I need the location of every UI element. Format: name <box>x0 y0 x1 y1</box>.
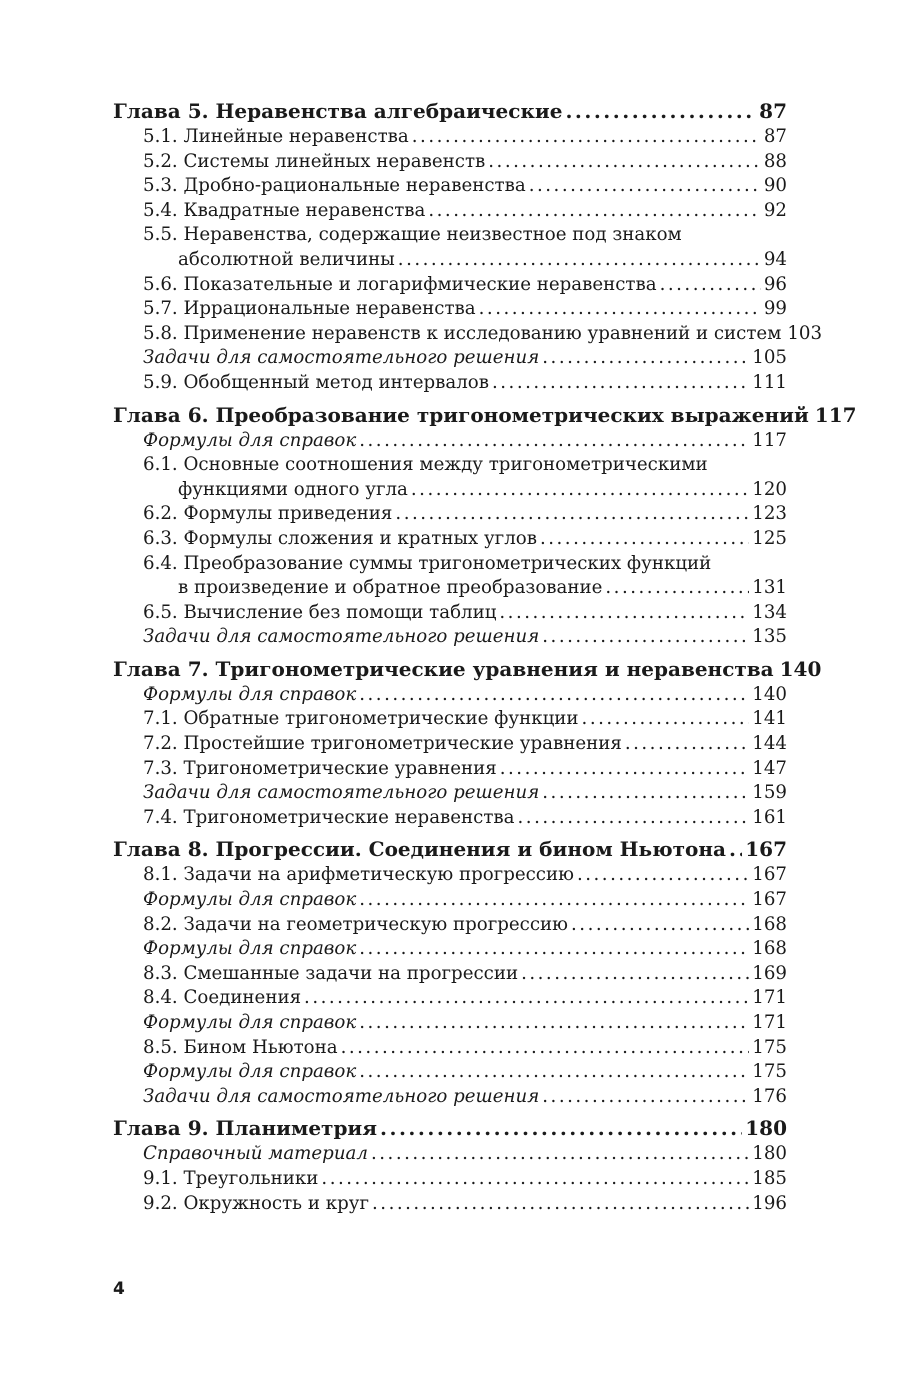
toc-entry-page: 87 <box>763 126 787 147</box>
toc-entry-title: Формулы для справок <box>143 683 357 705</box>
dot-leader <box>492 371 749 396</box>
toc-section <box>113 913 787 938</box>
toc-entry-title: абсолютной величины <box>178 248 395 270</box>
dot-leader <box>577 863 749 888</box>
toc-entry-page: 125 <box>752 527 787 549</box>
toc-entry-title: 7.2. Простейшие тригонометрические уравнения <box>143 733 622 755</box>
toc-section <box>113 150 787 175</box>
dot-leader <box>565 97 756 125</box>
toc-entry-page: 140 <box>779 656 822 681</box>
dot-leader <box>428 199 760 224</box>
toc-subsection <box>113 937 787 962</box>
toc-section <box>113 199 787 224</box>
toc-entry-title: 5.9. Обобщенный метод интервалов <box>143 371 489 393</box>
toc-entry-page: 168 <box>752 938 787 960</box>
dot-leader <box>341 1036 750 1061</box>
toc-entry-page: 123 <box>752 503 787 525</box>
toc-entry-title: 5.5. Неравенства, содержащие неизвестное под знаком <box>143 224 682 246</box>
toc-subsection <box>113 1060 787 1085</box>
toc-entry-page: 103 <box>787 322 823 344</box>
dot-leader <box>411 478 749 503</box>
toc-entry-title: 5.3. Дробно-рациональные неравенства <box>143 175 526 197</box>
toc-entry-title: Формулы для справок <box>143 429 357 451</box>
dot-leader <box>359 1011 749 1036</box>
toc-entry-page: 175 <box>752 1061 787 1083</box>
toc-entry-title: 9.1. Треугольники <box>143 1167 319 1189</box>
toc-section <box>113 223 787 248</box>
toc-section <box>113 125 787 150</box>
dot-leader <box>660 273 761 298</box>
toc-chapter <box>113 835 787 863</box>
toc-section <box>113 707 787 732</box>
dot-leader <box>359 888 749 913</box>
toc-entry-title: Формулы для справок <box>143 938 357 960</box>
toc-subsection <box>113 429 787 454</box>
toc-entry-page: 185 <box>752 1167 787 1189</box>
toc-entry-title: Задачи для самостоятельного решения <box>143 626 540 648</box>
toc-entry-page: 180 <box>752 1143 787 1165</box>
dot-leader <box>479 297 761 322</box>
toc-chapter <box>113 401 857 429</box>
toc-entry-page: 134 <box>752 601 787 623</box>
toc-section <box>113 986 787 1011</box>
dot-leader <box>605 576 749 601</box>
dot-leader <box>304 986 749 1011</box>
toc-entry-page: 99 <box>763 298 787 320</box>
toc-section <box>113 1167 787 1192</box>
toc-entry-title: 6.4. Преобразование суммы тригонометрических функций <box>143 552 712 574</box>
toc-entry-title: Формулы для справок <box>143 889 357 911</box>
toc-entry-page: 167 <box>752 889 787 911</box>
toc-entry-title: 5.4. Квадратные неравенства <box>143 199 426 221</box>
toc-entry-title: 8.3. Смешанные задачи на прогрессии <box>143 962 519 984</box>
toc-section <box>113 527 787 552</box>
dot-leader <box>529 174 761 199</box>
toc-entry-title: 6.3. Формулы сложения и кратных углов <box>143 527 537 549</box>
dot-leader <box>582 707 750 732</box>
dot-leader <box>412 125 761 150</box>
toc-entry-page: 167 <box>745 837 787 862</box>
toc-entry-title: Справочный материал <box>143 1143 368 1165</box>
dot-leader <box>359 683 749 708</box>
toc-entry-page: 169 <box>752 962 787 984</box>
toc-entry-title: 5.1. Линейные неравенства <box>143 126 409 147</box>
dot-leader <box>542 1085 749 1110</box>
dot-leader <box>380 1114 742 1142</box>
dot-leader <box>398 248 761 273</box>
toc-chapter <box>113 97 787 125</box>
toc-entry-page: 167 <box>752 864 787 886</box>
toc-entry-page: 117 <box>752 429 787 451</box>
toc-section <box>113 453 787 478</box>
toc-entry-title: Задачи для самостоятельного решения <box>143 347 540 369</box>
toc-entry-page: 140 <box>752 683 787 705</box>
toc-entry-title: 5.7. Иррациональные неравенства <box>143 298 476 320</box>
toc-section <box>113 322 823 347</box>
toc-entry-title: Задачи для самостоятельного решения <box>143 782 540 804</box>
toc-entry-page: 147 <box>752 757 787 779</box>
toc-section <box>113 1192 787 1217</box>
toc-entry-title: Формулы для справок <box>143 1012 357 1033</box>
toc-section <box>113 502 787 527</box>
dot-leader <box>625 732 749 757</box>
toc-entry-title: Формулы для справок <box>143 1061 357 1083</box>
toc-entry-page: 117 <box>814 402 857 427</box>
toc-entry-title: 8.1. Задачи на арифметическую прогрессию <box>143 864 574 886</box>
toc-entry-page: 176 <box>752 1085 787 1107</box>
dot-leader <box>371 1142 749 1167</box>
dot-leader <box>542 346 749 371</box>
toc-entry-title: 9.2. Окружность и круг <box>143 1192 369 1214</box>
toc-entry-page: 159 <box>752 782 787 804</box>
dot-leader <box>500 757 750 782</box>
toc-entry-page: 105 <box>752 347 787 369</box>
toc-entry-title: 8.4. Соединения <box>143 987 302 1009</box>
toc-section <box>113 962 787 987</box>
toc-entry-title: 8.5. Бином Ньютона <box>143 1036 338 1058</box>
toc-entry-page: 175 <box>752 1036 787 1058</box>
dot-leader <box>359 429 749 454</box>
toc-entry-page: 120 <box>752 478 787 500</box>
toc-entry-title: 8.2. Задачи на геометрическую прогрессию <box>143 913 568 935</box>
dot-leader <box>359 937 749 962</box>
toc-entry-title: 5.2. Системы линейных неравенств <box>143 150 486 172</box>
toc-entry-page: 168 <box>752 913 787 935</box>
toc-entry-title: 6.5. Вычисление без помощи таблиц <box>143 601 497 623</box>
toc-entry-title: Глава 5. Неравенства алгебраические <box>113 99 563 123</box>
toc-entry-title: 6.1. Основные соотношения между тригонометрическими <box>143 454 708 476</box>
dot-leader <box>521 962 749 987</box>
toc-chapter <box>113 655 822 683</box>
toc-entry-title: Глава 7. Тригонометрические уравнения и неравенства <box>113 656 774 681</box>
toc-subsection <box>113 1142 787 1167</box>
toc-entry-page: 180 <box>745 1116 787 1141</box>
dot-leader <box>540 527 749 552</box>
toc-chapter <box>113 1114 787 1142</box>
toc-entry-page: 171 <box>752 987 787 1009</box>
toc-entry-page: 196 <box>752 1192 787 1214</box>
toc-subsection <box>113 683 787 708</box>
toc-entry-page: 161 <box>752 806 787 828</box>
toc-entry-page: 96 <box>763 273 787 295</box>
dot-leader <box>542 625 749 650</box>
page-number: 4 <box>113 1279 125 1299</box>
toc-entry-page: 94 <box>763 248 787 270</box>
toc-section <box>113 297 787 322</box>
toc-entry-page: 144 <box>752 733 787 755</box>
dot-leader <box>542 781 749 806</box>
toc-section <box>113 273 787 298</box>
toc-entry-title: Глава 6. Преобразование тригонометрических выражений <box>113 402 809 427</box>
toc-subsection <box>113 1011 787 1036</box>
toc-subsection <box>113 1085 787 1110</box>
toc-section <box>113 174 787 199</box>
dot-leader <box>321 1167 749 1192</box>
toc-entry-title: 6.2. Формулы приведения <box>143 503 393 525</box>
toc-subsection <box>113 625 787 650</box>
toc-entry-title: 7.3. Тригонометрические уравнения <box>143 757 497 779</box>
dot-leader <box>499 601 749 626</box>
toc-entry-page: 90 <box>763 175 787 197</box>
toc-entry-title: 5.8. Применение неравенств к исследованию уравнений и систем <box>143 322 782 344</box>
dot-leader <box>359 1060 749 1085</box>
toc-section <box>113 757 787 782</box>
toc-section-continuation <box>113 248 787 273</box>
toc-entry-page: 131 <box>752 577 787 599</box>
toc-entry-title: в произведение и обратное преобразование <box>178 577 603 599</box>
toc-entry-page: 111 <box>752 371 787 393</box>
toc-section <box>113 806 787 831</box>
toc-entry-title: 5.6. Показательные и логарифмические неравенства <box>143 273 657 295</box>
toc-entry-title: Задачи для самостоятельного решения <box>143 1085 540 1107</box>
toc-entry-title: функциями одного угла <box>178 478 408 500</box>
dot-leader <box>729 835 742 863</box>
toc-entry-title: 7.4. Тригонометрические неравенства <box>143 806 515 828</box>
toc-section <box>113 371 787 396</box>
toc-entry-title: Глава 9. Планиметрия <box>113 1116 378 1141</box>
toc-section <box>113 1036 787 1061</box>
toc-entry-page: 88 <box>763 150 787 172</box>
toc-section <box>113 732 787 757</box>
toc-subsection <box>113 781 787 806</box>
toc-subsection <box>113 346 787 371</box>
toc-section <box>113 552 787 577</box>
toc-entry-title: Глава 8. Прогрессии. Соединения и бином Ньютона <box>113 837 726 862</box>
toc-section-continuation <box>113 576 787 601</box>
dot-leader <box>571 913 749 938</box>
dot-leader <box>372 1192 749 1217</box>
toc-entry-page: 141 <box>752 708 787 730</box>
toc-entry-page: 87 <box>759 99 787 123</box>
table-of-contents <box>113 97 857 1216</box>
toc-section-continuation <box>113 478 787 503</box>
dot-leader <box>518 806 750 831</box>
toc-entry-page: 135 <box>752 626 787 648</box>
toc-section <box>113 601 787 626</box>
toc-section <box>113 863 787 888</box>
dot-leader <box>488 150 761 175</box>
toc-subsection <box>113 888 787 913</box>
dot-leader <box>395 502 749 527</box>
toc-entry-page: 171 <box>752 1012 787 1033</box>
toc-entry-title: 7.1. Обратные тригонометрические функции <box>143 708 579 730</box>
toc-entry-page: 92 <box>763 199 787 221</box>
